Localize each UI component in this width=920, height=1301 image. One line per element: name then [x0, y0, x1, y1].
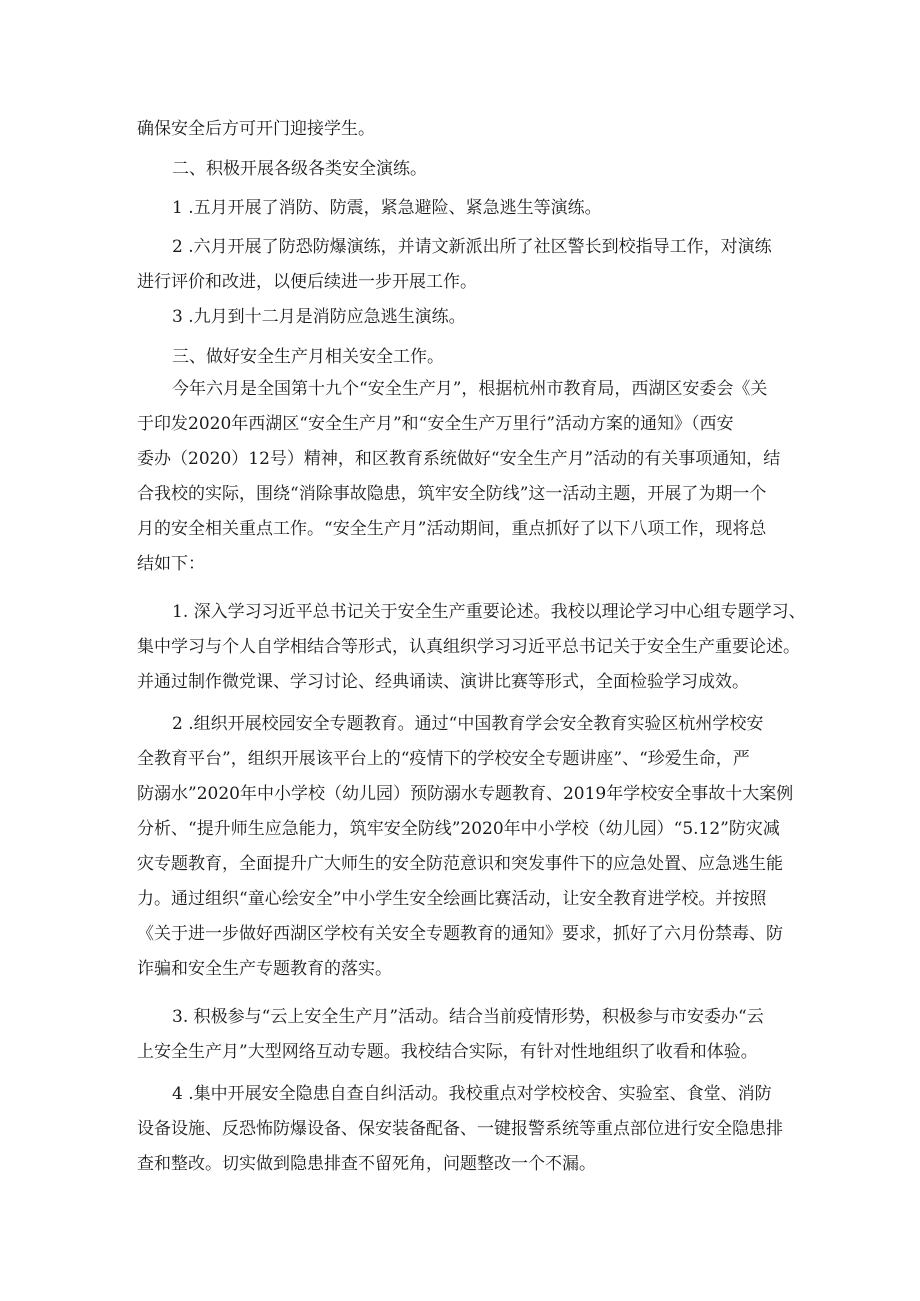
text-line: 2 .组织开展校园安全专题教育。通过“中国教育学会安全教育实验区杭州学校安 — [172, 714, 764, 734]
list-item-campus-education — [137, 707, 794, 987]
text-line: 并通过制作微党课、学习讨论、经典诵读、演讲比赛等形式，全面检验学习成效。 — [137, 672, 749, 692]
text-line: 1 .五月开展了消防、防震，紧急避险、紧急逃生等演练。 — [172, 198, 602, 218]
text-line: 集中学习与个人自学相结合等形式，认真组织学习习近平总书记关于安全生产重要论述。 — [137, 637, 800, 657]
text-line: 力。通过组织“童心绘安全”中小学生安全绘画比赛活动，让安全教育进学校。并按照 — [137, 889, 767, 909]
list-item-hazard-inspection — [137, 1077, 787, 1182]
section-heading-drills — [137, 152, 787, 187]
text-line: 今年六月是全国第十九个“安全生产月”，根据杭州市教育局，西湖区安委会《关 — [172, 379, 768, 399]
text-line: 3 .九月到十二月是消防应急逃生演练。 — [172, 307, 466, 327]
text-line: 于印发2020年西湖区“安全生产月”和“安全生产万里行”活动方案的通知》（西安 — [137, 414, 734, 434]
list-item-drill-may — [137, 191, 787, 226]
text-line: 月的安全相关重点工作。“安全生产月”活动期间，重点抓好了以下八项工作，现将总 — [137, 519, 767, 539]
text-line: 4 .集中开展安全隐患自查自纠活动。我校重点对学校校舍、实验室、食堂、消防 — [172, 1084, 772, 1104]
text-line: 委办（2020）12号）精神，和区教育系统做好“安全生产月”活动的有关事项通知，结 — [137, 449, 781, 469]
text-line: 《关于进一步做好西湖区学校有关安全专题教育的通知》要求，抓好了六月份禁毒、防 — [137, 924, 783, 944]
text-line: 防溺水”2020年中小学校（幼儿园）预防溺水专题教育、2019年学校安全事故十大案例 — [137, 784, 794, 804]
text-line: 二、积极开展各级各类安全演练。 — [172, 159, 427, 179]
list-item-drill-june — [137, 230, 787, 300]
section-heading-safety-month — [137, 340, 787, 375]
text-line: 灾专题教育，全面提升广大师生的安全防范意识和突发事件下的应急处置、应急逃生能 — [137, 854, 783, 874]
paragraph-school-opening — [137, 112, 787, 147]
list-item-study — [137, 595, 806, 700]
text-line: 3. 积极参与“云上安全生产月”活动。结合当前疫情形势，积极参与市安委办“云 — [172, 1007, 764, 1027]
text-line: 合我校的实际，围绕“消除事故隐患，筑牢安全防线”这一活动主题，开展了为期一个 — [137, 484, 767, 504]
list-item-drill-september — [137, 300, 787, 335]
text-line: 分析、“提升师生应急能力，筑牢安全防线”2020年中小学校（幼儿园）“5.12”防灾减 — [137, 819, 780, 839]
text-line: 上安全生产月”大型网络互动专题。我校结合实际，有针对性地组织了收看和体验。 — [137, 1042, 758, 1062]
text-line: 全教育平台”，组织开展该平台上的“疫情下的学校安全专题讲座”、“珍爱生命，严 — [137, 749, 750, 769]
list-item-cloud-safety-month — [137, 1000, 787, 1070]
text-line: 1. 深入学习习近平总书记关于安全生产重要论述。我校以理论学习中心组专题学习、 — [172, 602, 806, 622]
text-line: 三、做好安全生产月相关安全工作。 — [172, 347, 444, 367]
text-line: 诈骗和安全生产专题教育的落实。 — [137, 959, 392, 979]
text-line: 结如下： — [137, 554, 205, 574]
text-line: 2 .六月开展了防恐防爆演练，并请文新派出所了社区警长到校指导工作，对演练 — [172, 237, 772, 257]
text-line: 确保安全后方可开门迎接学生。 — [137, 119, 375, 139]
text-line: 进行评价和改进，以便后续进一步开展工作。 — [137, 272, 477, 292]
paragraph-safety-month-intro — [137, 372, 787, 582]
text-line: 查和整改。切实做到隐患排查不留死角，问题整改一个不漏。 — [137, 1154, 596, 1174]
text-line: 设备设施、反恐怖防爆设备、保安装备配备、一键报警系统等重点部位进行安全隐患排 — [137, 1119, 783, 1139]
